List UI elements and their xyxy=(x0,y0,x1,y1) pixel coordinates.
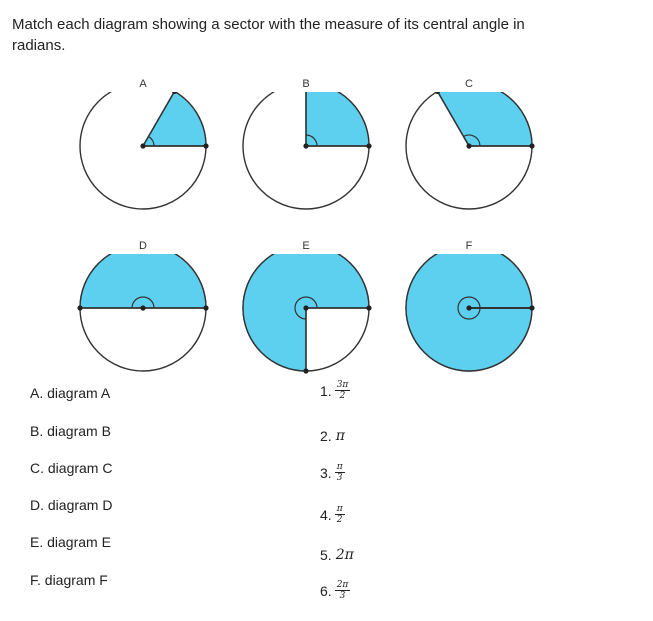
center-point xyxy=(303,143,308,148)
center-point xyxy=(303,305,308,310)
fraction xyxy=(336,380,350,401)
endpoint xyxy=(529,305,534,310)
endpoint xyxy=(203,143,208,148)
numerator: 2π xyxy=(336,580,349,590)
question-prompt: Match each diagram showing a sector with the measure of its central angle in radians. xyxy=(12,16,525,54)
diagram-d xyxy=(73,240,213,385)
endpoint xyxy=(366,305,371,310)
numerator: 3π xyxy=(336,380,349,390)
choice-diagram-d[interactable]: D. diagram D xyxy=(30,497,113,513)
diagram-b xyxy=(236,78,376,223)
diagram-c xyxy=(399,78,539,223)
answer-number: 3. xyxy=(320,464,332,481)
numerator: π xyxy=(336,504,343,514)
choice-diagram-f[interactable]: F. diagram F xyxy=(30,572,108,588)
sector-figure xyxy=(236,254,376,384)
diagram-label: F xyxy=(465,240,473,252)
choice-diagram-e[interactable]: E. diagram E xyxy=(30,534,111,550)
sector-figure xyxy=(236,92,376,222)
choice-diagram-c[interactable]: C. diagram C xyxy=(30,460,113,476)
fraction xyxy=(336,462,344,483)
answer-number: 1. xyxy=(320,382,332,399)
diagram-label: E xyxy=(302,240,310,252)
sector-figure xyxy=(73,254,213,384)
endpoint xyxy=(303,368,308,373)
choice-diagram-a[interactable]: A. diagram A xyxy=(30,385,111,401)
sector-fill xyxy=(306,92,369,146)
expression: π xyxy=(335,428,345,444)
sector-fill xyxy=(80,254,206,308)
endpoint xyxy=(529,143,534,148)
sector-figure xyxy=(399,92,539,222)
center-point xyxy=(466,305,471,310)
sector-fill xyxy=(406,254,532,371)
answer-number: 2. xyxy=(320,428,332,444)
diagram-e xyxy=(236,240,376,385)
answer-1[interactable] xyxy=(320,380,349,401)
sector-figure xyxy=(73,92,213,222)
diagram-label: C xyxy=(465,78,473,90)
fraction xyxy=(336,580,350,601)
denominator: 2 xyxy=(336,515,343,525)
choice-diagram-b[interactable]: B. diagram B xyxy=(30,423,111,439)
answer-number: 4. xyxy=(320,506,332,523)
endpoint xyxy=(77,305,82,310)
answer-5[interactable] xyxy=(320,547,354,563)
answer-number: 5. xyxy=(320,547,332,563)
endpoint xyxy=(366,143,371,148)
answer-3[interactable] xyxy=(320,462,344,483)
answer-number: 6. xyxy=(320,582,332,599)
diagram-label: B xyxy=(302,78,310,90)
diagram-f xyxy=(399,240,539,385)
denominator: 2 xyxy=(339,391,346,401)
diagram-a xyxy=(73,78,213,223)
center-point xyxy=(140,305,145,310)
numerator: π xyxy=(336,462,343,472)
sector-figure xyxy=(399,254,539,384)
answer-4[interactable] xyxy=(320,504,344,525)
answer-6[interactable] xyxy=(320,580,349,601)
center-point xyxy=(466,143,471,148)
center-point xyxy=(140,143,145,148)
diagram-label: A xyxy=(139,78,147,90)
answer-2[interactable] xyxy=(320,428,345,444)
endpoint xyxy=(203,305,208,310)
fraction xyxy=(336,504,344,525)
denominator: 3 xyxy=(336,473,343,483)
denominator: 3 xyxy=(339,591,346,601)
diagram-label: D xyxy=(139,240,147,252)
expression: 2π xyxy=(335,547,354,563)
